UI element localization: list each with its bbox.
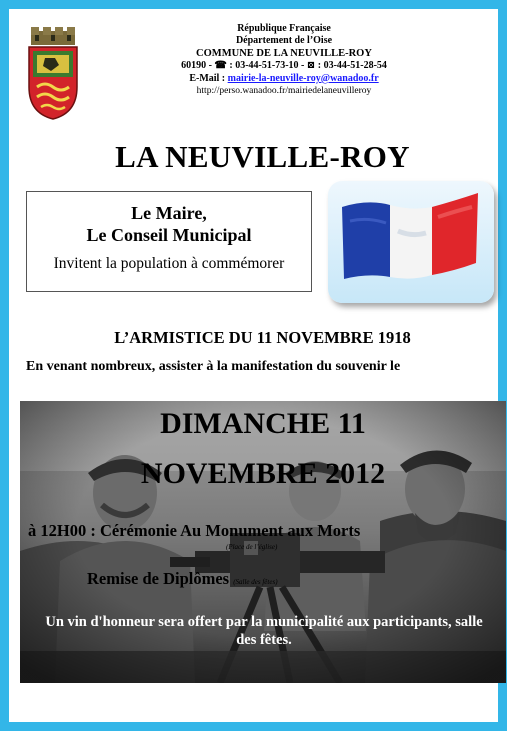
email-link[interactable]: mairie-la-neuville-roy@wanadoo.fr [227, 72, 379, 84]
invite-text: Invitent la population à commémorer [53, 255, 285, 272]
diplomas-place-note: (Salle des fêtes) [233, 578, 278, 586]
ww1-soldiers-photo [20, 401, 506, 683]
invitation-sentence: En venant nombreux, assister à la manifestation du souvenir le [26, 359, 401, 374]
town-title: LA NEUVILLE-ROY [115, 139, 410, 174]
mairie-header [154, 23, 414, 97]
header-commune: COMMUNE DE LA NEUVILLE-ROY [196, 47, 372, 59]
armistice-heading: L’ARMISTICE DU 11 NOVEMBRE 1918 [114, 328, 411, 347]
invite-mayor: Le Maire, [131, 203, 207, 223]
french-flag-icon [328, 181, 494, 303]
header-website: http://perso.wanadoo.fr/mairiedelaneuvilleroy [196, 86, 372, 97]
fax-number: : 03-44-51-28-54 [317, 60, 387, 72]
phone-number: : 03-44-51-73-10 - [229, 60, 305, 72]
header-departement: Département de l’Oise [235, 35, 333, 47]
header-republique: République Française [237, 23, 331, 34]
diplomas-line [87, 569, 278, 589]
postal-code: 60190 - [181, 60, 212, 72]
email-label: E-Mail : [189, 72, 226, 84]
invite-box [26, 191, 312, 292]
invite-council: Le Conseil Municipal [86, 225, 252, 245]
coat-of-arms-icon [25, 25, 81, 121]
fax-icon: ⊠ [306, 60, 316, 72]
ceremony-place-note: (Place de l’église) [226, 543, 278, 551]
diplomas-text: Remise de Diplômes [87, 569, 230, 588]
ceremony-line: à 12H00 : Cérémonie Au Monument aux Morts [28, 521, 361, 540]
event-date-line2: NOVEMBRE 2012 [140, 457, 386, 490]
reception-notice: Un vin d'honneur sera offert par la municipalité aux participants, salle des fêtes. [45, 614, 483, 648]
header-contact [154, 60, 414, 72]
phone-icon: ☎ [214, 60, 227, 72]
header-email [154, 73, 414, 85]
event-date-line1: DIMANCHE 11 [160, 407, 366, 440]
